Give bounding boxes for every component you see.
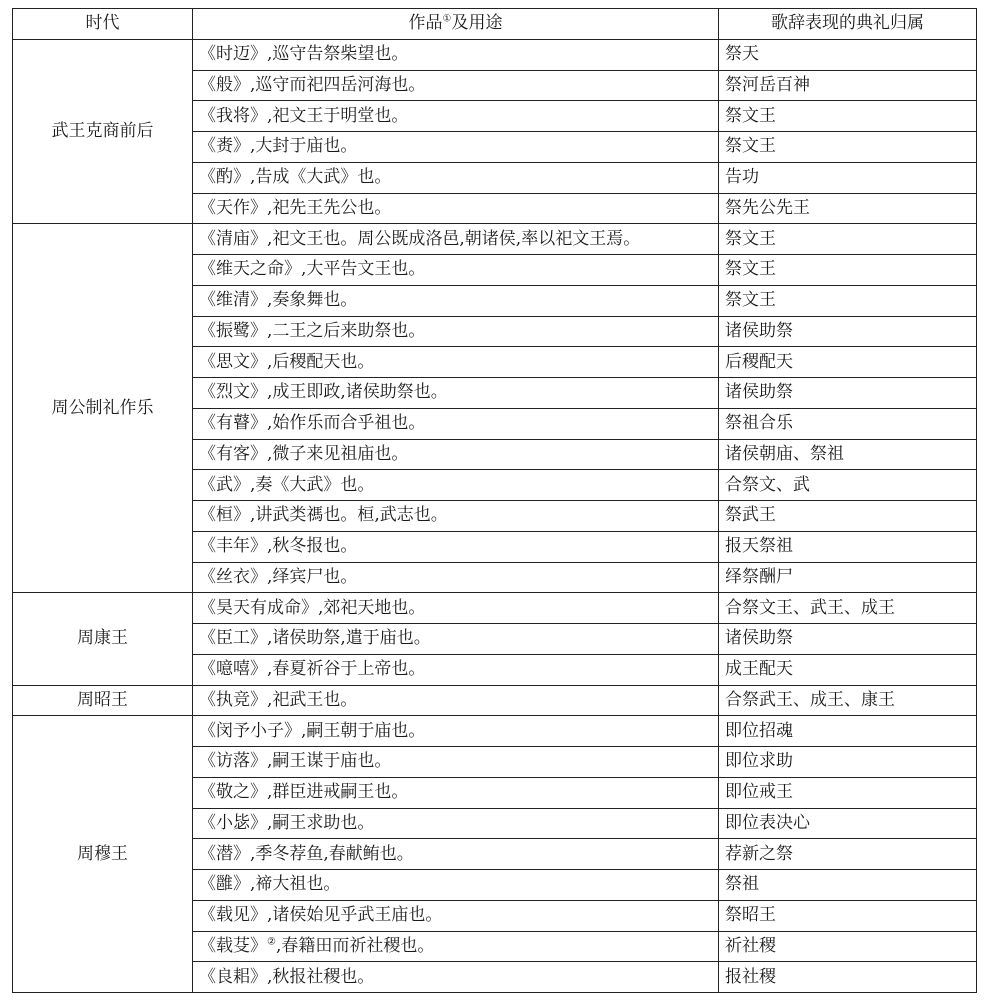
work-text: 《小毖》,嗣王求助也。 (199, 812, 375, 833)
work-text: 《维清》,奏象舞也。 (199, 290, 358, 311)
work-cell (193, 777, 719, 808)
work-cell (193, 808, 719, 839)
rite-cell: 报社稷 (719, 962, 977, 993)
rite-cell: 祭祖合乐 (719, 408, 977, 439)
work-text: 《我将》,祀文王于明堂也。 (199, 105, 409, 126)
work-text: 《访落》,嗣王谋于庙也。 (199, 751, 392, 772)
table-row (13, 224, 977, 255)
work-cell (193, 747, 719, 778)
rite-cell: 祭文王 (719, 224, 977, 255)
work-cell (193, 900, 719, 931)
work-cell (193, 624, 719, 655)
poem-table-sheet (12, 8, 976, 993)
work-text: 《昊天有成命》,郊祀天地也。 (199, 597, 426, 618)
rite-cell: 诸侯朝庙、祭祖 (719, 439, 977, 470)
work-cell (193, 70, 719, 101)
work-cell (193, 839, 719, 870)
work-cell (193, 316, 719, 347)
header-era: 时代 (13, 9, 193, 40)
header-work-prefix: 作品 (408, 13, 443, 34)
work-text: 《载芟》 (199, 935, 267, 956)
rite-cell: 祭昭王 (719, 900, 977, 931)
work-text: 《武》,奏《大武》也。 (199, 474, 375, 495)
rite-cell: 祭文王 (719, 101, 977, 132)
work-text: 《清庙》,祀文王也。周公既成洛邑,朝诸侯,率以祀文王焉。 (199, 228, 641, 249)
work-cell (193, 593, 719, 624)
poem-ritual-table (12, 8, 977, 993)
rite-cell: 祭祖 (719, 870, 977, 901)
work-cell (193, 224, 719, 255)
rite-cell: 诸侯助祭 (719, 316, 977, 347)
work-cell (193, 101, 719, 132)
era-cell: 周公制礼作乐 (13, 224, 193, 593)
table-row (13, 39, 977, 70)
rite-cell: 合祭武王、成王、康王 (719, 685, 977, 716)
work-cell (193, 654, 719, 685)
work-cell (193, 562, 719, 593)
work-text: 《敬之》,群臣进戒嗣王也。 (199, 782, 409, 803)
work-text: 《烈文》,成王即政,诸侯助祭也。 (199, 382, 448, 403)
rite-cell: 诸侯助祭 (719, 378, 977, 409)
era-cell: 周穆王 (13, 716, 193, 993)
era-cell: 周昭王 (13, 685, 193, 716)
work-text: 《维天之命》,大平告文王也。 (199, 259, 426, 280)
era-cell: 武王克商前后 (13, 39, 193, 224)
work-cell (193, 132, 719, 163)
work-cell (193, 962, 719, 993)
work-text: 《臣工》,诸侯助祭,遣于庙也。 (199, 628, 431, 649)
table-row (13, 685, 977, 716)
work-text: 《有瞽》,始作乐而合乎祖也。 (199, 413, 426, 434)
rite-cell: 祭文王 (719, 132, 977, 163)
work-text: 《赉》,大封于庙也。 (199, 136, 358, 157)
work-text: 《天作》,祀先王先公也。 (199, 197, 392, 218)
rite-cell: 绎祭酬尸 (719, 562, 977, 593)
work-text: 《载见》,诸侯始见乎武王庙也。 (199, 905, 443, 926)
work-text: 《思文》,后稷配天也。 (199, 351, 375, 372)
work-footnote: ② (267, 936, 276, 948)
work-text: 《时迈》,巡守告祭柴望也。 (199, 44, 409, 65)
work-cell (193, 285, 719, 316)
work-cell (193, 408, 719, 439)
rite-cell: 祭文王 (719, 285, 977, 316)
work-cell (193, 378, 719, 409)
work-cell (193, 931, 719, 962)
rite-cell: 荐新之祭 (719, 839, 977, 870)
table-body (13, 39, 977, 992)
rite-cell: 祭河岳百神 (719, 70, 977, 101)
work-text-rest: ,春籍田而祈社稷也。 (275, 935, 435, 956)
rite-cell: 祈社稷 (719, 931, 977, 962)
work-cell (193, 685, 719, 716)
work-cell (193, 531, 719, 562)
work-cell (193, 347, 719, 378)
work-text: 《丰年》,秋冬报也。 (199, 536, 358, 557)
work-cell (193, 470, 719, 501)
work-cell (193, 255, 719, 286)
work-cell (193, 39, 719, 70)
rite-cell: 后稷配天 (719, 347, 977, 378)
work-text: 《噫嘻》,春夏祈谷于上帝也。 (199, 659, 426, 680)
work-cell (193, 870, 719, 901)
rite-cell: 合祭文王、武王、成王 (719, 593, 977, 624)
rite-cell: 成王配天 (719, 654, 977, 685)
work-text: 《良耜》,秋报社稷也。 (199, 966, 375, 987)
rite-cell: 即位求助 (719, 747, 977, 778)
rite-cell: 祭武王 (719, 501, 977, 532)
rite-cell: 祭天 (719, 39, 977, 70)
rite-cell: 合祭文、武 (719, 470, 977, 501)
rite-cell: 祭文王 (719, 255, 977, 286)
header-work (193, 9, 719, 40)
work-text: 《有客》,微子来见祖庙也。 (199, 443, 409, 464)
rite-cell: 即位表决心 (719, 808, 977, 839)
work-cell (193, 501, 719, 532)
table-row (13, 716, 977, 747)
work-text: 《雝》,禘大祖也。 (199, 874, 341, 895)
work-text: 《潜》,季冬荐鱼,春献鲔也。 (199, 843, 414, 864)
rite-cell: 报天祭祖 (719, 531, 977, 562)
table-header-row (13, 9, 977, 40)
work-text: 《般》,巡守而祀四岳河海也。 (199, 74, 426, 95)
work-text: 《闵予小子》,嗣王朝于庙也。 (199, 720, 426, 741)
rite-cell: 即位戒王 (719, 777, 977, 808)
work-cell (193, 193, 719, 224)
table-row (13, 593, 977, 624)
work-text: 《执竞》,祀武王也。 (199, 689, 358, 710)
era-cell: 周康王 (13, 593, 193, 685)
work-cell (193, 716, 719, 747)
header-work-suffix: 及用途 (451, 13, 503, 34)
work-text: 《桓》,讲武类禡也。桓,武志也。 (199, 505, 448, 526)
header-work-footnote: ① (442, 13, 452, 25)
rite-cell: 即位招魂 (719, 716, 977, 747)
work-text: 《酌》,告成《大武》也。 (199, 167, 392, 188)
rite-cell: 祭先公先王 (719, 193, 977, 224)
rite-cell: 诸侯助祭 (719, 624, 977, 655)
work-cell (193, 162, 719, 193)
work-text: 《丝衣》,绎宾尸也。 (199, 566, 358, 587)
work-text: 《振鹭》,二王之后来助祭也。 (199, 320, 426, 341)
header-rite: 歌辞表现的典礼归属 (719, 9, 977, 40)
work-cell (193, 439, 719, 470)
rite-cell: 告功 (719, 162, 977, 193)
